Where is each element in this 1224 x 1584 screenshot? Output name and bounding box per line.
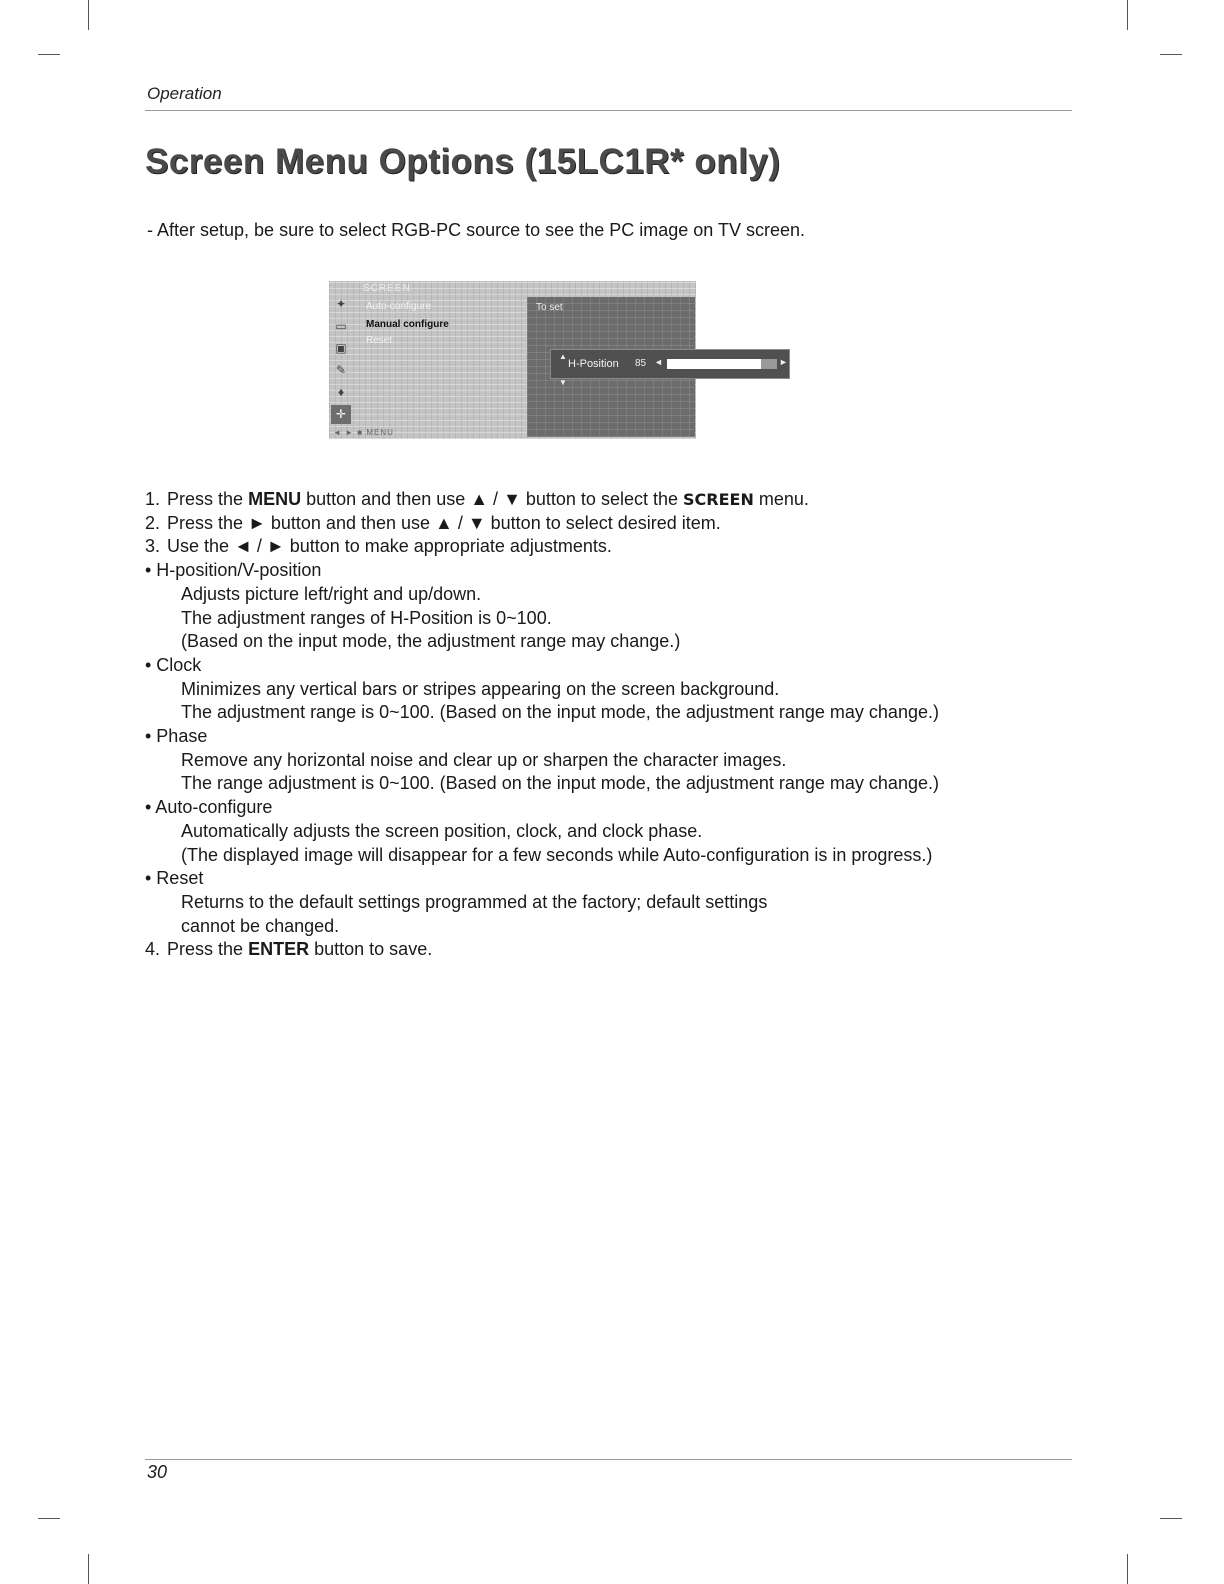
osd-hposition-control (550, 349, 790, 387)
step-2: 2. Press the ► button and then use ▲ / ▼ button to select desired item. (145, 512, 721, 533)
osd-setting-label: H-Position (568, 358, 619, 370)
crop-mark (88, 0, 89, 30)
screen-icon: ✛ (331, 405, 351, 424)
screen-menu-label: SCREEN (683, 490, 754, 509)
menu-key-label: MENU (248, 489, 302, 509)
crop-mark (38, 54, 60, 55)
crop-mark (88, 1554, 89, 1584)
bullet-text: Returns to the default settings programmed at the factory; default settings (181, 891, 768, 912)
screen-frame-icon: ▭ (335, 319, 347, 333)
bullet-heading: • Clock (145, 654, 202, 675)
osd-setting-value: 85 (635, 358, 647, 369)
bullet-text: (Based on the input mode, the adjustment range may change.) (181, 631, 681, 652)
right-arrow-icon: ► (779, 357, 788, 367)
step-4: 4. Press the ENTER button to save. (145, 939, 433, 960)
osd-nav-hint: ◄ ► ■ MENU (333, 428, 394, 437)
section-label: Operation (147, 84, 222, 103)
page-title: Screen Menu Options (15LC1R* only) (145, 142, 781, 181)
option-icon: ✎ (335, 363, 347, 377)
picture-icon: ✦ (335, 297, 347, 311)
footer-rule (145, 1459, 1072, 1460)
instruction-list (145, 488, 1045, 962)
osd-item-reset: Reset (366, 335, 393, 346)
bullet-text: Minimizes any vertical bars or stripes appearing on the screen background. (181, 678, 780, 699)
crop-mark (1127, 1554, 1128, 1584)
step-3: 3. Use the ◄ / ► button to make appropriate adjustments. (145, 536, 612, 557)
osd-menu-title: SCREEN (363, 283, 411, 294)
bullet-heading: • H-position/V-position (145, 560, 322, 581)
enter-key-label: ENTER (248, 939, 310, 960)
up-down-arrows-icon: ▲ ▼ (559, 352, 567, 387)
page-number: 30 (147, 1462, 168, 1482)
osd-setting-bar (667, 359, 777, 369)
bullet-text: cannot be changed. (181, 915, 340, 936)
bullet-text: The adjustment ranges of H-Position is 0~100. (181, 607, 552, 628)
bullet-heading: • Auto-configure (145, 797, 273, 818)
step-1: 1. Press the MENU button and then use ▲ / ▼ button to select the SCREEN menu. (145, 489, 809, 509)
bullet-text: Automatically adjusts the screen position, clock, and clock phase. (181, 820, 703, 841)
crop-mark (1160, 54, 1182, 55)
osd-item-manual-configure: Manual configure (366, 319, 449, 330)
crop-mark (1160, 1518, 1182, 1519)
lock-icon: ▣ (335, 341, 347, 355)
bullet-text: The range adjustment is 0~100. (Based on the input mode, the adjustment range may change.) (181, 773, 939, 794)
special-icon: ♦ (337, 385, 345, 399)
bullet-text: (The displayed image will disappear for a few seconds while Auto-configuration is in progress.) (181, 844, 933, 865)
bullet-heading: • Phase (145, 726, 208, 747)
crop-mark (1127, 0, 1128, 30)
osd-submenu-label: To set (536, 302, 563, 313)
bullet-text: The adjustment range is 0~100. (Based on the input mode, the adjustment range may change.) (181, 702, 939, 723)
osd-setting-bar-fill (667, 359, 761, 369)
crop-mark (38, 1518, 60, 1519)
bullet-text: Adjusts picture left/right and up/down. (181, 583, 482, 604)
osd-screen-image (329, 281, 788, 439)
bullet-text: Remove any horizontal noise and clear up or sharpen the character images. (181, 749, 787, 770)
header-rule (145, 110, 1072, 111)
bullet-heading: • Reset (145, 868, 204, 889)
left-arrow-icon: ◄ (654, 357, 663, 367)
intro-note: - After setup, be sure to select RGB-PC source to see the PC image on TV screen. (147, 220, 805, 240)
osd-menu-icons (331, 295, 353, 427)
osd-item-auto-configure: Auto-configure (366, 301, 432, 312)
